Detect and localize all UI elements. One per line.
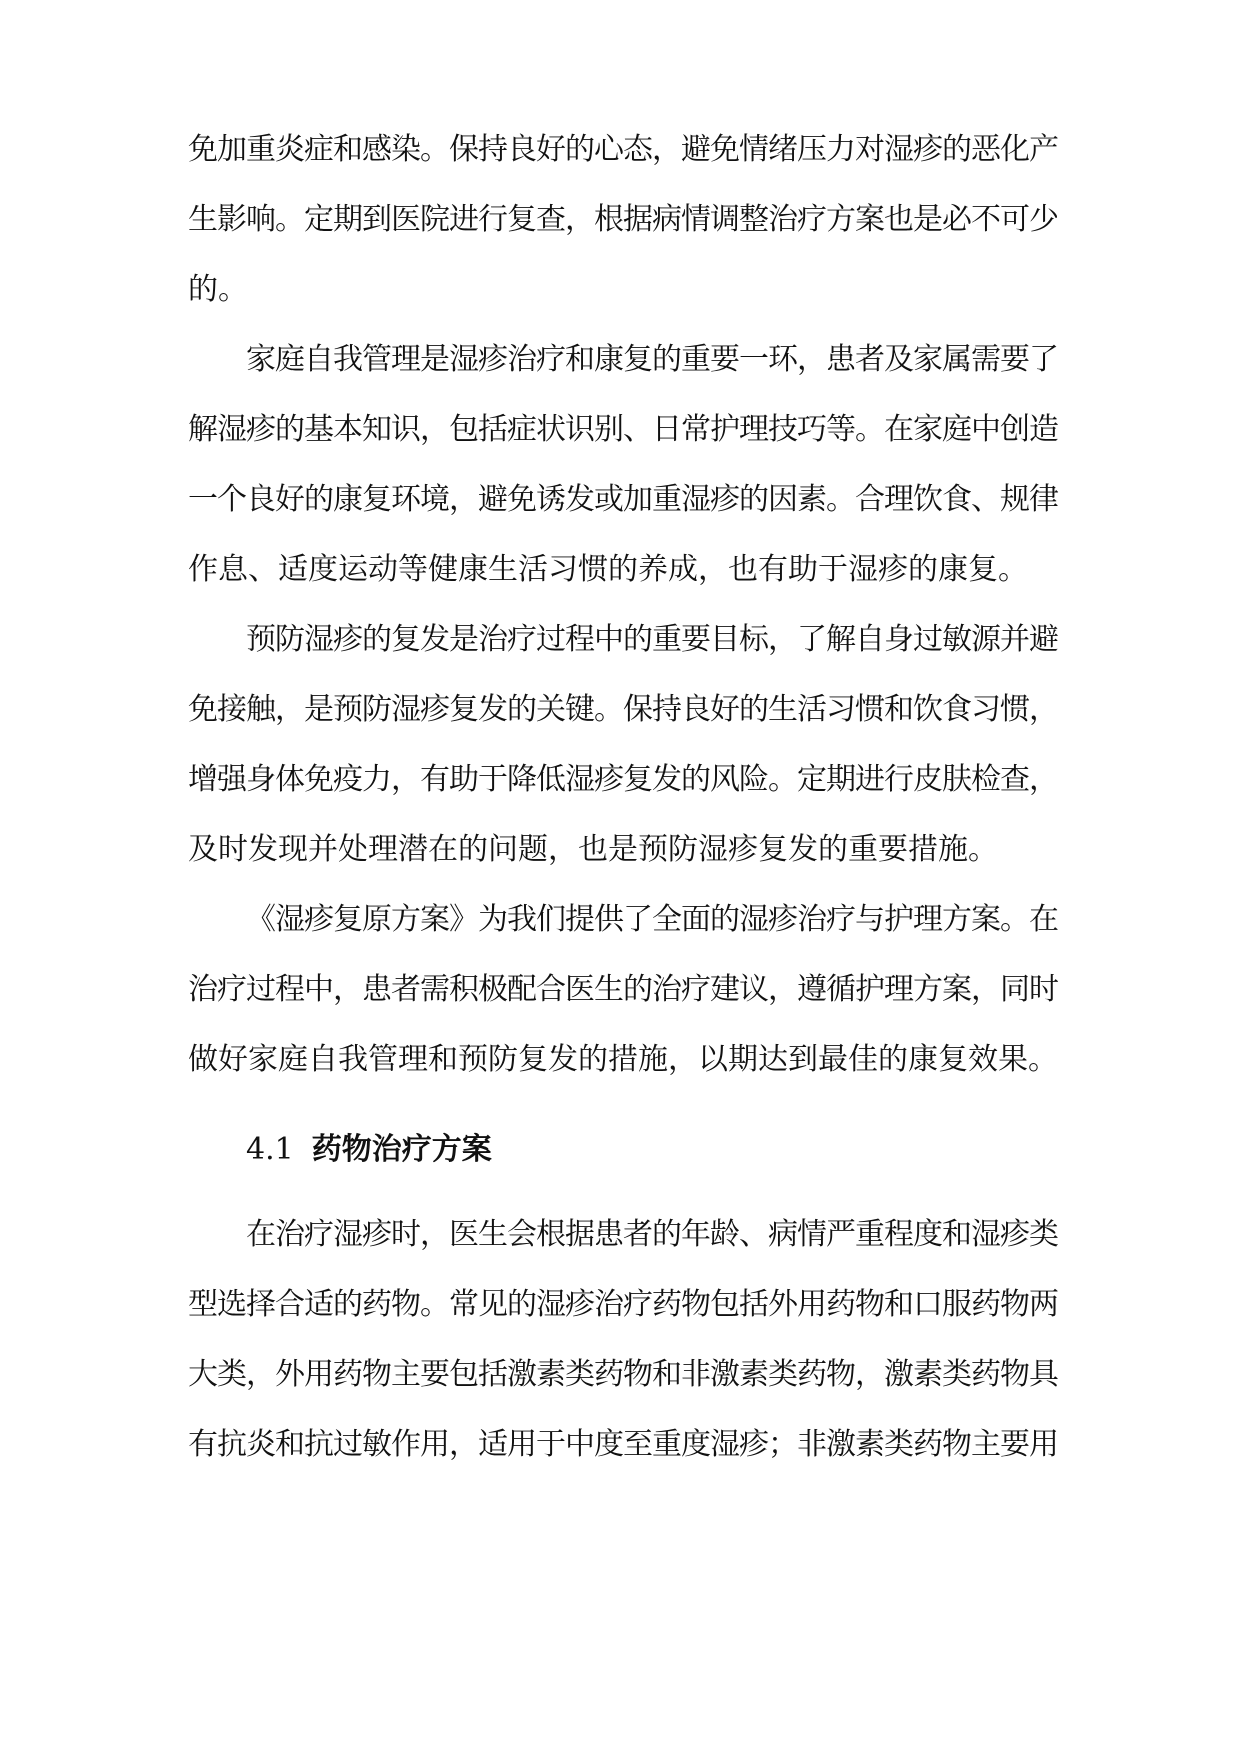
paragraph-line: 免接触，是预防湿疹复发的关键。保持良好的生活习惯和饮食习惯， bbox=[188, 692, 1058, 727]
section-title: 药物治疗方案 bbox=[311, 1132, 492, 1167]
paragraph-line: 做好家庭自我管理和预防复发的措施，以期达到最佳的康复效果。 bbox=[188, 1042, 1058, 1077]
paragraph-line: 作息、适度运动等健康生活习惯的养成，也有助于湿疹的康复。 bbox=[188, 552, 1028, 587]
paragraph-line: 及时发现并处理潜在的问题，也是预防湿疹复发的重要措施。 bbox=[188, 832, 998, 867]
paragraph-line: 免加重炎症和感染。保持良好的心态，避免情绪压力对湿疹的恶化产 bbox=[188, 132, 1058, 167]
paragraph-line: 一个良好的康复环境，避免诱发或加重湿疹的因素。合理饮食、规律 bbox=[188, 482, 1058, 517]
section-heading bbox=[246, 1130, 492, 1170]
paragraph-line: 家庭自我管理是湿疹治疗和康复的重要一环，患者及家属需要了 bbox=[246, 342, 1058, 377]
paragraph-line: 型选择合适的药物。常见的湿疹治疗药物包括外用药物和口服药物两 bbox=[188, 1287, 1058, 1322]
paragraph-line: 增强身体免疫力，有助于降低湿疹复发的风险。定期进行皮肤检查， bbox=[188, 762, 1058, 797]
paragraph-line: 《湿疹复原方案》为我们提供了全面的湿疹治疗与护理方案。在 bbox=[246, 902, 1058, 937]
paragraph-line: 大类，外用药物主要包括激素类药物和非激素类药物，激素类药物具 bbox=[188, 1357, 1058, 1392]
paragraph-line: 治疗过程中，患者需积极配合医生的治疗建议，遵循护理方案，同时 bbox=[188, 972, 1058, 1007]
paragraph-line: 解湿疹的基本知识，包括症状识别、日常护理技巧等。在家庭中创造 bbox=[188, 412, 1058, 447]
section-number: 4.1 bbox=[246, 1132, 294, 1167]
paragraph-line: 的。 bbox=[188, 272, 248, 307]
paragraph-line: 生影响。定期到医院进行复查，根据病情调整治疗方案也是必不可少 bbox=[188, 202, 1058, 237]
paragraph-line: 预防湿疹的复发是治疗过程中的重要目标，了解自身过敏源并避 bbox=[246, 622, 1058, 657]
paragraph-line: 在治疗湿疹时，医生会根据患者的年龄、病情严重程度和湿疹类 bbox=[246, 1217, 1058, 1252]
paragraph-line: 有抗炎和抗过敏作用，适用于中度至重度湿疹；非激素类药物主要用 bbox=[188, 1427, 1058, 1462]
